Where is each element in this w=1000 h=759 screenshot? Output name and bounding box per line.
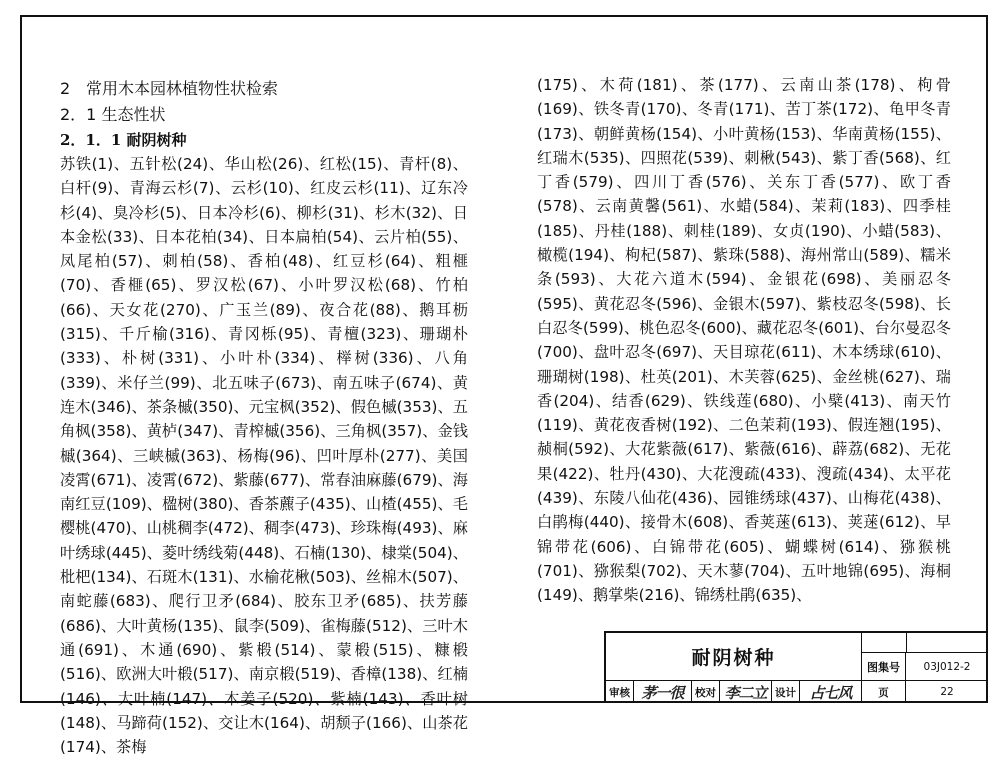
check-label: 校对 [692, 681, 720, 703]
check-signature: 李二立 [720, 681, 772, 703]
atlas-number-label: 图集号 [862, 653, 906, 681]
drawing-title: 耐阴树种 [606, 633, 862, 681]
subsubsection-heading: 2．1．1 耐阴树种 [60, 131, 187, 149]
section-number: 2 [60, 79, 71, 98]
left-column [60, 76, 468, 759]
page-label: 页 [862, 681, 906, 703]
subsection-heading: 2．1 生态性状 [60, 105, 166, 124]
design-signature: 占七风 [800, 681, 862, 703]
design-label: 设计 [772, 681, 800, 703]
species-list-right: (175)、木荷(181)、茶(177)、云南山茶(178)、枸骨(169)、铁冬青(170)、冬青(171)、苦丁茶(172)、龟甲冬青(173)、朝鲜黄杨(154)、小叶黄杨(153)、华南黄杨(155)、红瑞木(535)、四照花(539)、刺楸(543)、紫丁香(568)、红丁香(579)、四川丁香(576)、关东丁香(577)、欧丁香(578)、云南黄馨(561)、水蜡(584)、茉莉(183)、四季桂(185)、丹桂(188)、刺桂(189)、女贞(190)、小蜡(583)、橄榄(194)、枸杞(587)、紫珠(588)、海州常山(589)、糯米条(593)、大花六道木(594)、金银花(698)、美丽忍冬(595)、黄花忍冬(596)、金银木(597)、紫枝忍冬(598)、长白忍冬(599)、桃色忍冬(600)、藏花忍冬(601)、台尔曼忍冬(700)、盘叶忍冬(697)、天目琼花(611)、木本绣球(610)、珊瑚树(198)、杜英(201)、木芙蓉(625)、金丝桃(627)、瑞香(204)、结香(629)、铁线莲(680)、小檗(413)、南天竹(119)、黄花夜香树(192)、二色茉莉(193)、假连翘(195)、赪桐(592)、大花紫薇(617)、紫薇(616)、薜荔(682)、无花果(422)、牡丹(430)、大花溲疏(433)、溲疏(434)、太平花(439)、东陵八仙花(436)、园锥绣球(437)、山梅花(438)、白鹃梅(440)、接骨木(608)、香荚蒾(613)、荚蒾(612)、早锦带花(606)、白锦带花(605)、蝴蝶树(614)、猕猴桃(701)、猕猴梨(702)、天木蓼(704)、五叶地锦(695)、海桐(149)、鹅掌柴(216)、锦绣杜鹃(635)、 [537, 76, 951, 605]
review-label: 审核 [606, 681, 634, 703]
species-list-left: 苏铁(1)、五针松(24)、华山松(26)、红松(15)、青杆(8)、白杆(9)、青海云杉(7)、云杉(10)、红皮云杉(11)、辽东冷杉(4)、臭冷杉(5)、日本冷杉(6)、柳杉(31)、杉木(32)、日本金松(33)、日本花柏(34)、日本扁柏(54)、云片柏(55)、凤尾柏(57)、刺柏(58)、香柏(48)、红豆杉(64)、粗榧(70)、香榧(65)、罗汉松(67)、小叶罗汉松(68)、竹柏(66)、天女花(270)、广玉兰(89)、夜合花(88)、鹅耳枥(315)、千斤榆(316)、青冈栎(95)、青檀(323)、珊瑚朴(333)、朴树(331)、小叶朴(334)、榉树(336)、八角(339)、米仔兰(99)、北五味子(673)、南五味子(674)、黄连木(346)、茶条槭(350)、元宝枫(352)、假色槭(353)、五角枫(358)、黄栌(347)、青榨槭(356)、三角枫(357)、金钱槭(364)、三峡槭(363)、杨梅(96)、凹叶厚朴(277)、美国凌霄(671)、凌霄(672)、紫藤(677)、常春油麻藤(679)、海南红豆(109)、楹树(380)、香茶藨子(435)、山楂(455)、毛樱桃(470)、山桃稠李(472)、稠李(473)、珍珠梅(493)、麻叶绣球(445)、菱叶绣线菊(448)、石楠(130)、棣棠(504)、枇杷(134)、石斑木(131)、水榆花楸(503)、丝棉木(507)、南蛇藤(683)、爬行卫矛(684)、胶东卫矛(685)、扶芳藤(686)、大叶黄杨(135)、鼠李(509)、雀梅藤(512)、三叶木通(691)、木通(690)、紫椴(514)、蒙椴(515)、糠椴(516)、欧洲大叶椴(517)、南京椴(519)、香樟(138)、红楠(146)、大叶楠(147)、木姜子(520)、紫楠(143)、香叶树(148)、马蹄荷(152)、交让木(164)、胡颓子(166)、山茶花(174)、茶梅 [60, 155, 468, 757]
page-number: 22 [940, 686, 954, 698]
signature-row [606, 681, 988, 703]
right-column [537, 73, 951, 608]
section-title: 常用木本园林植物性状检索 [86, 79, 279, 98]
title-block-spacer [862, 633, 988, 653]
atlas-number: 03J012-2 [906, 653, 988, 681]
review-signature: 茅一很 [634, 681, 692, 703]
title-block [604, 631, 988, 703]
section-heading [60, 76, 468, 102]
